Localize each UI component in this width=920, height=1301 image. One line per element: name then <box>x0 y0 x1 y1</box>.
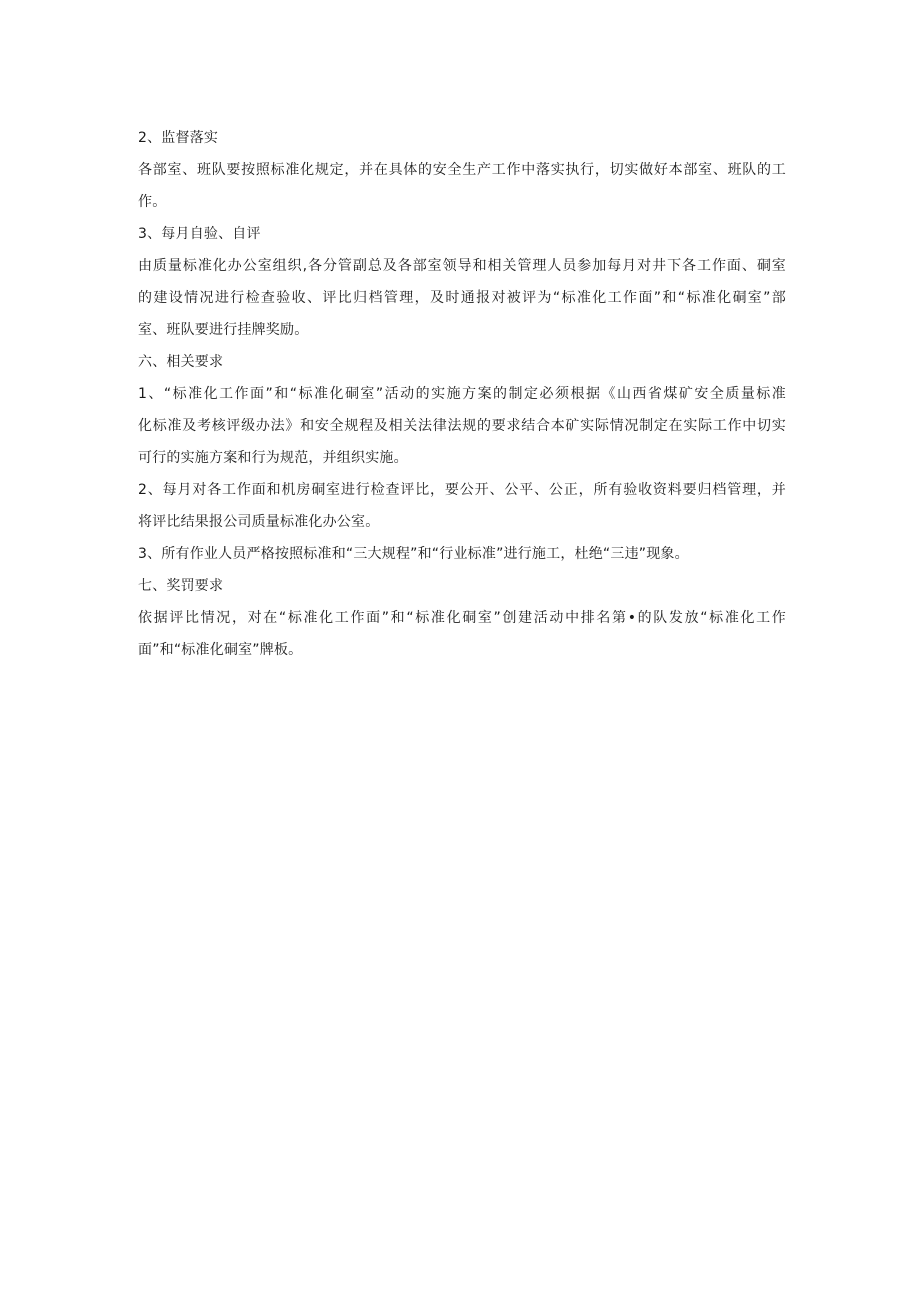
subheading-monthly-self-check: 3、每月自验、自评 <box>138 226 261 242</box>
paragraph-line: 的建设情况进行检查验收、评比归档管理，及时通报对被评为“标准化工作面”和“标准化硐室”部 <box>138 290 786 306</box>
paragraph-line: 2、每月对各工作面和机房硐室进行检查评比，要公开、公平、公正，所有验收资料要归档管理，并 <box>138 482 786 498</box>
document-body <box>138 128 786 660</box>
paragraph-line: 室、班队要进行挂牌奖励。 <box>138 322 309 338</box>
paragraph-line: 3、所有作业人员严格按照标准和“三大规程”和“行业标准”进行施工，杜绝“三违”现象。 <box>138 546 689 562</box>
paragraph-line: 由质量标准化办公室组织,各分管副总及各部室领导和相关管理人员参加每月对井下各工作面、硐室 <box>138 258 786 274</box>
paragraph-line: 作。 <box>138 194 167 210</box>
paragraph-line: 可行的实施方案和行为规范，并组织实施。 <box>138 450 408 466</box>
paragraph-line: 各部室、班队要按照标准化规定，并在具体的安全生产工作中落实执行，切实做好本部室、班队的工 <box>138 162 786 178</box>
subheading-supervision: 2、监督落实 <box>138 130 219 146</box>
paragraph-line: 化标准及考核评级办法》和安全规程及相关法律法规的要求结合本矿实际情况制定在实际工作中切实 <box>138 418 786 434</box>
section-heading-requirements: 六、相关要求 <box>138 354 224 370</box>
paragraph-line: 将评比结果报公司质量标准化办公室。 <box>138 514 380 530</box>
paragraph-line: 依据评比情况，对在“标准化工作面”和“标准化硐室”创建活动中排名第•的队发放“标准化工作 <box>138 610 786 626</box>
paragraph-line: 1、“标准化工作面”和“标准化硐室”活动的实施方案的制定必须根据《山西省煤矿安全质量标准 <box>138 386 786 402</box>
section-heading-rewards: 七、奖罚要求 <box>138 578 224 594</box>
paragraph-line: 面”和“标准化硐室”牌板。 <box>138 642 303 658</box>
